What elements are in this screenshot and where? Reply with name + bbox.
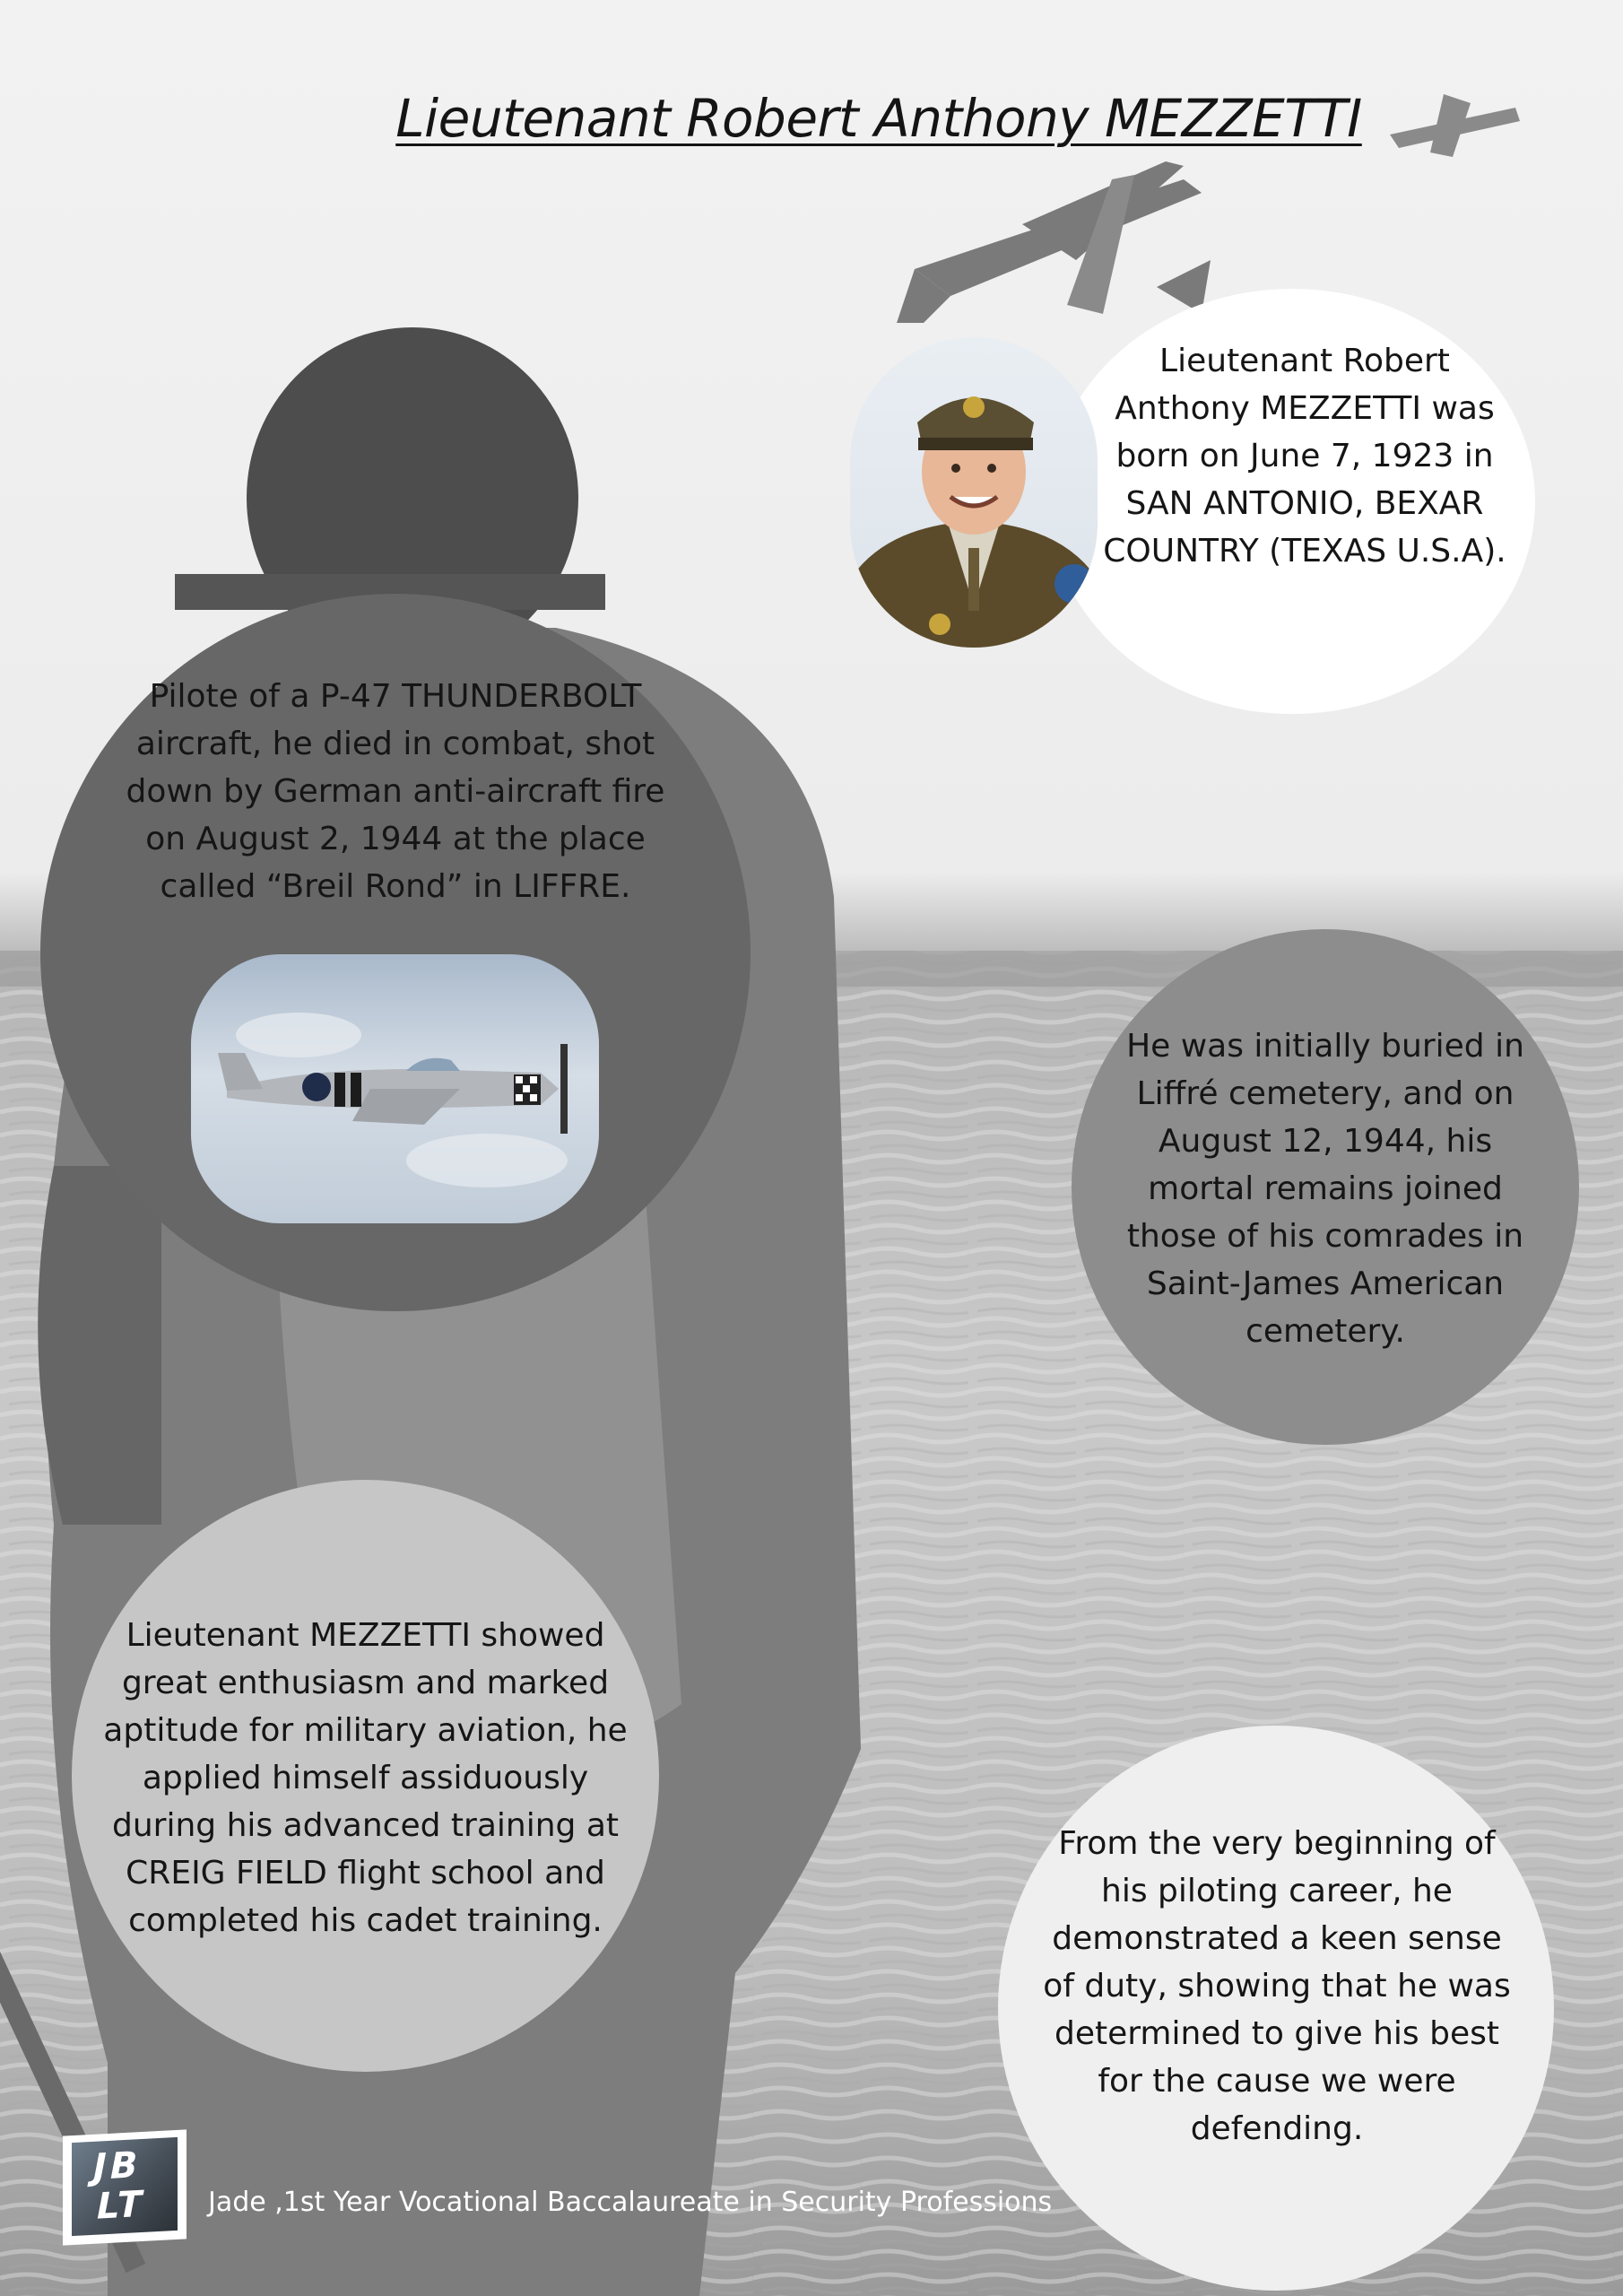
death-text: Pilote of a P-47 THUNDERBOLT aircraft, he died in combat, shot down by German anti-aircraft fire on August 2, 1944 at the place called “Breil Rond” in LIFFRE. [126,678,665,905]
portrait-photo [850,337,1098,648]
logo-line1: JB [93,2144,142,2188]
p47-aircraft-photo [191,954,599,1223]
birth-text: Lieutenant Robert Anthony MEZZETTI was born on June 7, 1923 in SAN ANTONIO, BEXAR COUNTRY (TEXAS U.S.A). [1103,343,1506,570]
burial-text: He was initially buried in Liffré cemetery, and on August 12, 1944, his mortal remains joined those of his comrades in Saint-James American cemetery. [1126,1028,1524,1350]
jblt-logo [63,2129,187,2245]
duty-text: From the very beginning of his piloting career, he demonstrated a keen sense of duty, showing that he was determined to give his best for the cause we were defending. [1043,1825,1511,2147]
training-text: Lieutenant MEZZETTI showed great enthusiasm and marked aptitude for military aviation, he applied himself assiduously during his advanced training at CREIG FIELD flight school and completed his cadet training. [103,1617,628,1939]
logo-line2: LT [97,2183,146,2228]
page-title: Lieutenant Robert Anthony MEZZETTI [395,88,1362,149]
footer-credit: Jade ,1st Year Vocational Baccalaureate in Security Professions [208,2187,1053,2218]
